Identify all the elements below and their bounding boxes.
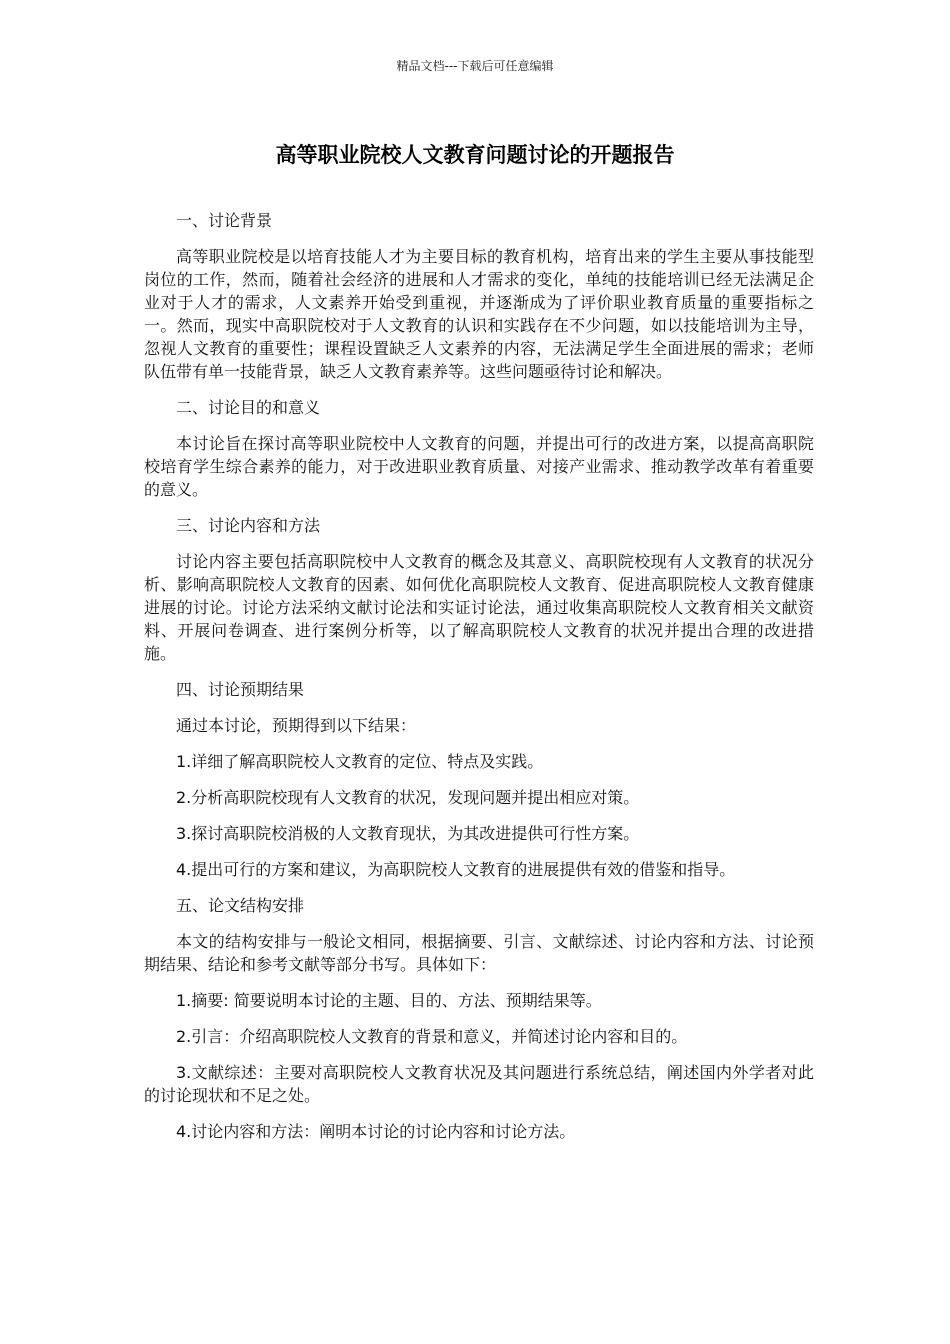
- list-item: 1.详细了解高职院校人文教育的定位、特点及实践。: [176, 752, 544, 771]
- paragraph-background: 高等职业院校是以培育技能人才为主要目标的教育机构，培育出来的学生主要从事技能型岗位的工作，然而，随着社会经济的进展和人才需求的变化，单纯的技能培训已经无法满足企业对于人才的需求，人文素养开始受到重视，并逐渐成为了评价职业教育质量的重要指标之一。然而，现实中高职院校对于人文教育的认识和实践存在不少问题，如以技能培训为主导，忽视人文教育的重要性；课程设置缺乏人文素养的内容，无法满足学生全面进展的需求；老师队伍带有单一技能背景，缺乏人文教育素养等。这些问题亟待讨论和解决。: [144, 247, 814, 381]
- list-item: 2.引言：介绍高职院校人文教育的背景和意义，并简述讨论内容和目的。: [176, 1027, 688, 1046]
- paragraph-purpose: 本讨论旨在探讨高等职业院校中人文教育的问题，并提出可行的改进方案，以提高高职院校培育学生综合素养的能力，对于改进职业教育质量、对接产业需求、推动教学改革有着重要的意义。: [144, 434, 814, 499]
- list-item: 3.文献综述：主要对高职院校人文教育状况及其问题进行系统总结，阐述国内外学者对此的讨论现状和不足之处。: [144, 1063, 814, 1105]
- list-item: 4.讨论内容和方法：阐明本讨论的讨论内容和讨论方法。: [176, 1122, 576, 1141]
- document-body: [144, 209, 814, 1156]
- list-item: 2.分析高职院校现有人文教育的状况，发现问题并提出相应对策。: [176, 788, 640, 807]
- paragraph-expected-intro: 通过本讨论，预期得到以下结果：: [176, 716, 417, 735]
- section-heading-purpose: 二、讨论目的和意义: [176, 398, 321, 417]
- section-heading-expected-results: 四、讨论预期结果: [176, 680, 305, 699]
- list-item: 3.探讨高职院校消极的人文教育现状，为其改进提供可行性方案。: [176, 824, 640, 843]
- paragraph-content-method: 讨论内容主要包括高职院校中人文教育的概念及其意义、高职院校现有人文教育的状况分析、影响高职院校人文教育的因素、如何优化高职院校人文教育、促进高职院校人文教育健康进展的讨论。讨论方法采纳文献讨论法和实证讨论法，通过收集高职院校人文教育相关文献资料、开展问卷调查、进行案例分析等，以了解高职院校人文教育的状况并提出合理的改进措施。: [144, 552, 814, 663]
- list-item: 1.摘要: 简要说明本讨论的主题、目的、方法、预期结果等。: [176, 991, 602, 1010]
- paragraph-structure-intro: 本文的结构安排与一般论文相同，根据摘要、引言、文献综述、讨论内容和方法、讨论预期结果、结论和参考文献等部分书写。具体如下：: [144, 932, 814, 974]
- list-item: 4.提出可行的方案和建议，为高职院校人文教育的进展提供有效的借鉴和指导。: [176, 860, 736, 879]
- section-heading-structure: 五、论文结构安排: [176, 896, 305, 915]
- section-heading-content-method: 三、讨论内容和方法: [176, 516, 321, 535]
- document-title: 高等职业院校人文教育问题讨论的开题报告: [275, 143, 675, 167]
- header-note: 精品文档---下载后可任意编辑: [396, 59, 554, 73]
- section-heading-background: 一、讨论背景: [176, 211, 273, 230]
